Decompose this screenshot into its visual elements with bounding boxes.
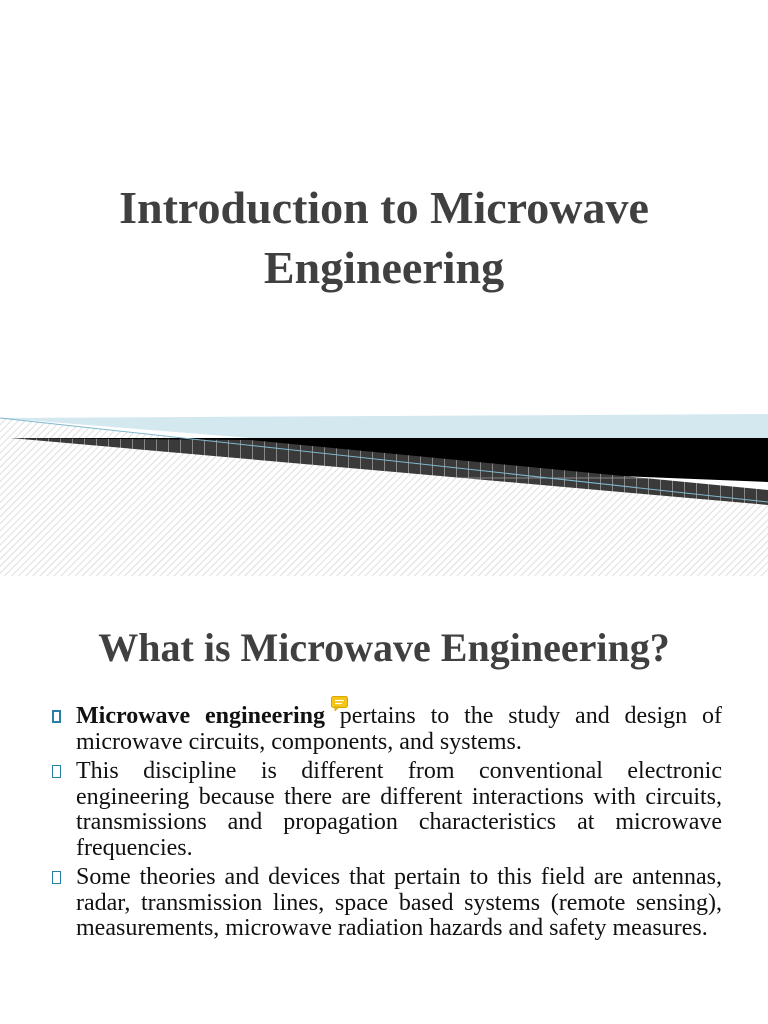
slide-2-title: What is Microwave Engineering?	[98, 625, 670, 670]
bullet-item	[50, 759, 722, 861]
slide-1-title: Introduction to Microwave Engineering	[119, 182, 649, 293]
square-outline-icon	[52, 871, 61, 884]
square-outline-icon	[52, 765, 61, 778]
bullet-text: Some theories and devices that pertain to this field are antennas, radar, transmission lines, space based systems (remote sensing), measurements, microwave radiation hazards and safety measures.	[76, 864, 722, 941]
bullet-item	[50, 865, 722, 942]
slide-2	[0, 576, 768, 1024]
decorative-band-graphic	[0, 410, 768, 576]
square-outline-icon	[52, 710, 61, 723]
bullet-term: Microwave engineering	[76, 703, 325, 729]
bullet-text: pertains to the study and design of microwave circuits, components, and systems.	[76, 703, 722, 755]
bullet-list	[50, 704, 722, 946]
bullet-item	[50, 704, 722, 755]
bullet-text: This discipline is different from conventional electronic engineering because there are different interactions with circuits, transmissions and propagation characteristics at microwave frequencies.	[76, 758, 722, 861]
